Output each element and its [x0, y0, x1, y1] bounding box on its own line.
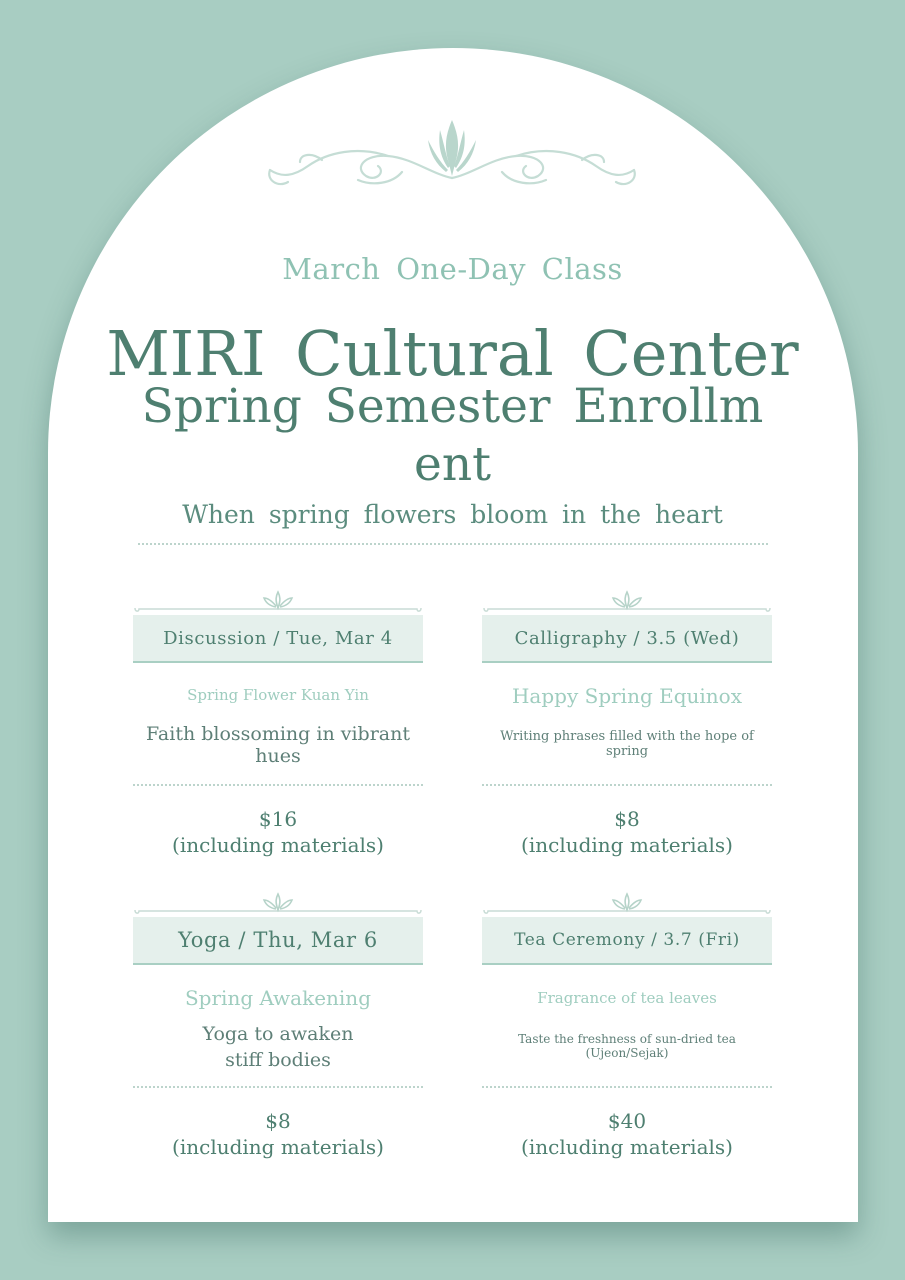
page-title: MIRI Cultural Center — [106, 317, 799, 390]
page-title-line2: Spring Semester Enrollment — [141, 379, 764, 492]
divider — [138, 543, 768, 545]
sprig-ornament-icon — [482, 892, 772, 920]
event-subtitle: March One-Day Class — [282, 252, 623, 286]
class-header: Tea Ceremony / 3.7 (Fri) — [482, 917, 772, 965]
class-price: $8 — [265, 1109, 291, 1133]
class-price: $40 — [607, 1109, 647, 1133]
class-header: Discussion / Tue, Mar 4 — [133, 615, 423, 663]
class-card-calligraphy — [482, 590, 772, 870]
divider — [133, 1086, 423, 1088]
class-price-note: (including materials) — [172, 1135, 384, 1159]
sprig-ornament-icon — [133, 892, 423, 920]
sprig-ornament-icon — [133, 590, 423, 618]
class-description: Taste the freshness of sun-dried tea (Ujeon/Sejak) — [518, 1032, 736, 1060]
divider — [482, 784, 772, 786]
class-price: $16 — [258, 807, 298, 831]
class-description-line1: Yoga to awaken — [202, 1023, 354, 1045]
class-header: Yoga / Thu, Mar 6 — [133, 917, 423, 965]
class-description: Faith blossoming in vibrant hues — [146, 723, 410, 767]
class-header: Calligraphy / 3.5 (Wed) — [482, 615, 772, 663]
class-description-line2: stiff bodies — [225, 1049, 331, 1071]
class-price-note: (including materials) — [521, 1135, 733, 1159]
sprig-ornament-icon — [482, 590, 772, 618]
class-subtitle: Happy Spring Equinox — [511, 684, 742, 708]
tagline: When spring flowers bloom in the heart — [182, 500, 723, 529]
class-subtitle: Spring Awakening — [184, 986, 371, 1010]
class-price: $8 — [614, 807, 640, 831]
class-subtitle: Spring Flower Kuan Yin — [187, 686, 369, 704]
class-card-yoga — [133, 892, 423, 1172]
class-price-note: (including materials) — [172, 833, 384, 857]
class-subtitle: Fragrance of tea leaves — [537, 989, 717, 1007]
class-card-discussion — [133, 590, 423, 870]
class-description: Writing phrases filled with the hope of spring — [500, 729, 754, 759]
divider — [482, 1086, 772, 1088]
flourish-ornament-icon — [262, 116, 642, 198]
class-price-note: (including materials) — [521, 833, 733, 857]
class-card-tea-ceremony — [482, 892, 772, 1172]
divider — [133, 784, 423, 786]
